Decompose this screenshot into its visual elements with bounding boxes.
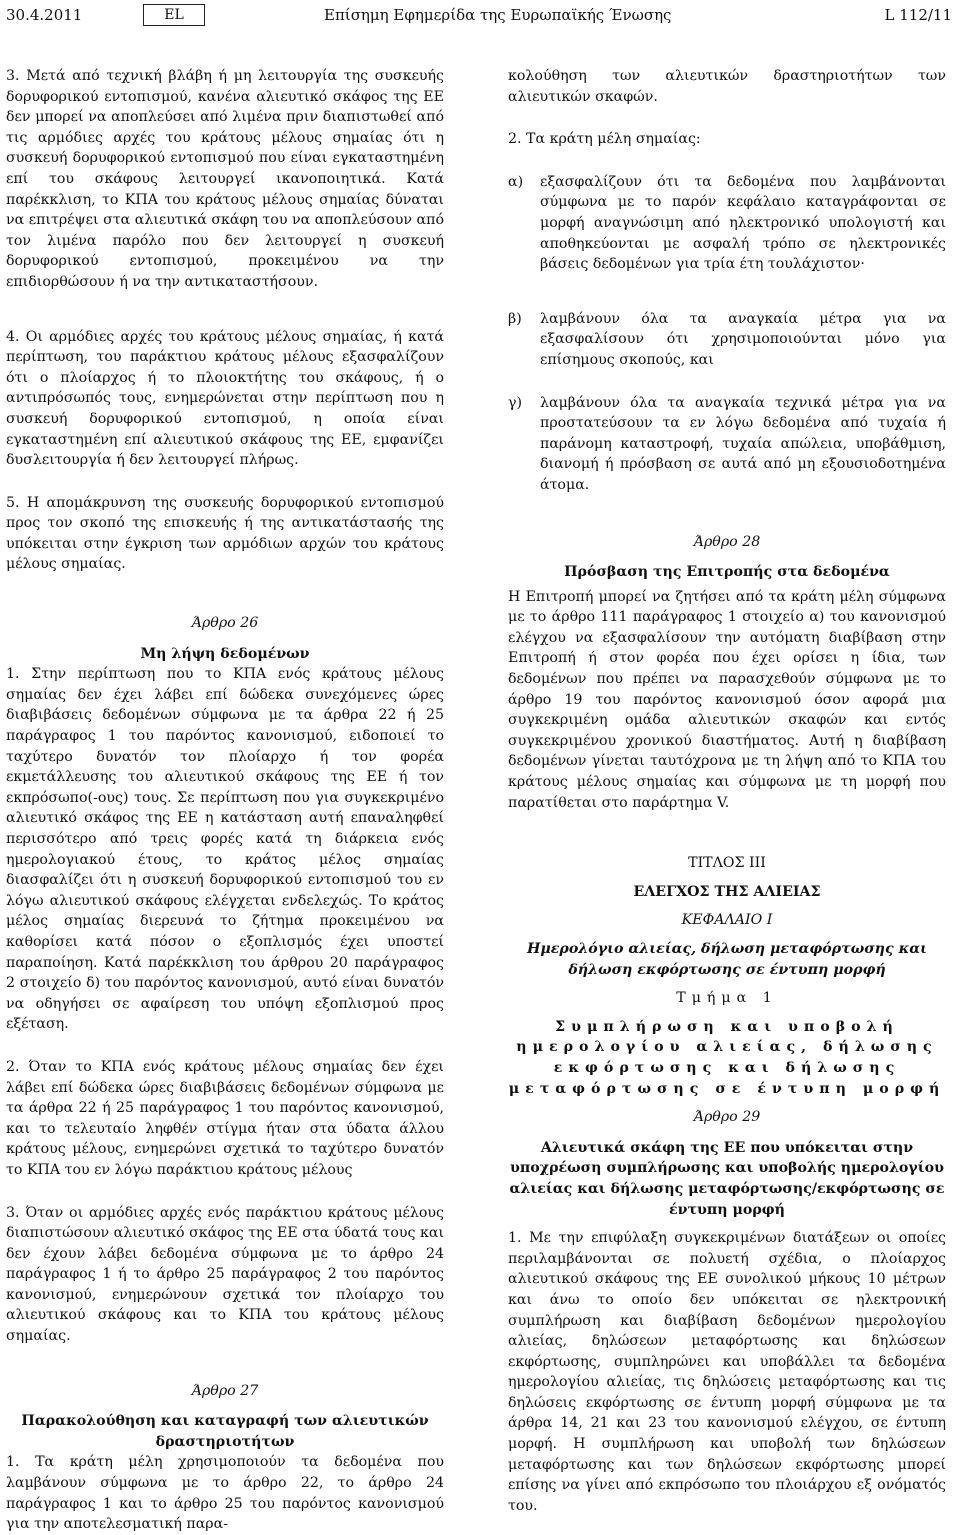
- item-a: [508, 172, 946, 275]
- language-code: EL: [143, 4, 205, 26]
- item-a-label: α): [508, 173, 524, 190]
- item-b-label: β): [508, 310, 522, 327]
- item-b-text: λαμβάνουν όλα τα αναγκαία μέτρα για να εξασφαλίσουν ότι χρησιμοποιούνται μόνο για επίσημους σκοπούς, και: [540, 310, 946, 368]
- item-a-text: εξασφαλίζουν ότι τα δεδομένα που λαμβάνονται σύμφωνα με το παρόν κεφάλαιο καταγράφονται σε μορφή αναγνώσιμη από ηλεκτρονικό υπολογιστή και αποθηκεύονται με ασφαλή τρόπο σε ηλεκτρονικές βάσεις δεδομένων για τρία έτη τουλάχιστον·: [540, 173, 946, 273]
- paragraph-5: 5. Η απομάκρυνση της συσκευής δορυφορικού εντοπισμού προς τον σκοπό της επισκευής ή της αντικατάστασής της υπόκειται στην έγκριση των αρμόδιων αρχών του κράτους μέλους σημαίας.: [6, 494, 444, 573]
- paragraph-2: 2. Τα κράτη μέλη σημαίας:: [508, 131, 701, 148]
- item-c: [508, 393, 946, 496]
- item-c-label: γ): [508, 394, 523, 411]
- article-26-number: Άρθρο 26: [191, 615, 259, 632]
- item-b: [508, 309, 946, 371]
- item-c-text: λαμβάνουν όλα τα αναγκαία τεχνικά μέτρα για να προστατεύσουν τα εν λόγω δεδομένα από τυχαία ή παράνομη καταστροφή, τυχαία απώλεια, υποβάθμιση, διανομή ή πρόσβαση σε αυτά από μη εξουσιοδοτημένα άτομα.: [540, 394, 946, 493]
- page-header: [6, 4, 952, 28]
- section-1-title: Συμπλήρωση και υποβολή ημερολογίου αλιείας, δήλωσης εκφόρτωσης και δήλωσης μεταφόρτωσης σε έντυπη μορφή: [508, 1018, 946, 1097]
- right-column: [508, 66, 946, 1516]
- chapter-i: ΚΕΦΑΛΑΙΟ I: [681, 912, 773, 929]
- article-27-number: Άρθρο 27: [191, 1382, 259, 1399]
- article-29-number: Άρθρο 29: [693, 1109, 761, 1126]
- article-27-paragraph-1: 1. Τα κράτη μέλη χρησιμοποιούν τα δεδομένα που λαμβάνουν σύμφωνα με το άρθρο 22, το άρθρο 24 παράγραφος 1 και το άρθρο 25 του παρόντος κανονισμού για την αποτελεσματική παρα-: [6, 1454, 444, 1533]
- journal-title: Επίσημη Εφημερίδα της Ευρωπαϊκής Ένωσης: [324, 6, 672, 24]
- left-column: [6, 66, 444, 1535]
- continuation-text: κολούθηση των αλιευτικών δραστηριοτήτων των αλιευτικών σκαφών.: [508, 68, 946, 105]
- section-1: Τμήμα 1: [676, 990, 778, 1007]
- article-28-title: Πρόσβαση της Επιτροπής στα δεδομένα: [564, 564, 890, 581]
- article-27-title: Παρακολούθηση και καταγραφή των αλιευτικών δραστηριοτήτων: [21, 1413, 429, 1450]
- paragraph-3: 3. Μετά από τεχνική βλάβη ή μη λειτουργία της συσκευής δορυφορικού εντοπισμού, κανένα αλιευτικό σκάφος της ΕΕ δεν μπορεί να αποπλεύσει από λιμένα πριν διαπιστωθεί από τις αρμόδιες αρχές του κράτους μέλους σημαίας ότι η συσκευή δορυφορικού εντοπισμού που είναι εγκαταστημένη επί του σκάφους λειτουργεί ικανοποιητικά. Κατά παρέκκλιση, το ΚΠΑ του κράτους μέλους σημαίας δύναται να επιτρέψει στα αλιευτικά σκάφη του να αποπλεύσουν από τον λιμένα παρόλο που δεν λειτουργεί η συσκευή δορυφορικού εντοπισμού, προκειμένου να την επιδιορθώσουν ή να την αντικαταστήσουν.: [6, 68, 444, 290]
- article-26-paragraph-3: 3. Όταν οι αρμόδιες αρχές ενός παράκτιου κράτους μέλους διαπιστώσουν αλιευτικό σκάφος της ΕΕ στα ύδατά τους και δεν έχουν λάβει δεδομένα σύμφωνα με το άρθρο 24 παράγραφος 1 ή το άρθρο 25 παράγραφος 2 του παρόντος κανονισμού, ενημερώνουν σχετικά τον πλοίαρχο του αλιευτικού σκάφους και το ΚΠΑ του κράτους μέλους σημαίας.: [6, 1204, 444, 1345]
- chapter-i-title: Ημερολόγιο αλιείας, δήλωση μεταφόρτωσης και δήλωση εκφόρτωσης σε έντυπη μορφή: [527, 941, 927, 978]
- page-number: L 112/11: [884, 6, 952, 24]
- article-28-paragraph: Η Επιτροπή μπορεί να ζητήσει από τα κράτη μέλη σύμφωνα με το άρθρο 111 παράγραφος 1 στοιχείο α) του κανονισμού ελέγχου να εξασφαλίσουν την αυτόματη διαβίβαση στην Επιτροπή ή στον φορέα που έχει ορίσει η ίδια, των δεδομένων που πρέπει να παρασχεθούν σύμφωνα με το άρθρο 19 του παρόντος κανονισμού όσον αφορά μια συγκεκριμένη ομάδα αλιευτικών σκαφών και εντός συγκεκριμένου χρονικού διαστήματος. Αυτή η διαβίβαση δεδομένων γίνεται ταυτόχρονα με τη λήψη από το ΚΠΑ του κράτους μέλους σημαίας και σύμφωνα με τη μορφή που παρατίθεται στο παράρτημα V.: [508, 588, 946, 811]
- publication-date: 30.4.2011: [6, 6, 83, 24]
- article-29-title: Αλιευτικά σκάφη της ΕΕ που υπόκειται στην υποχρέωση συμπλήρωσης και υποβολής ημερολογίου αλιείας και δήλωσης μεταφόρτωσης/εκφόρτωσης σε έντυπη μορφή: [509, 1139, 945, 1218]
- paragraph-4: 4. Οι αρμόδιες αρχές του κράτους μέλους σημαίας, ή κατά περίπτωση, του παράκτιου κράτους μέλους εξασφαλίζουν ότι ο πλοίαρχος ή το πλοιοκτήτης του σκάφους, ή ο αντιπρόσωπός τους, ενημερώνεται στην περίπτωση που η συσκευή δορυφορικού εντοπισμού, η οποία είναι εγκαταστημένη επί αλιευτικού σκάφους της ΕΕ, εμφανίζει δυσλειτουργία ή δεν λειτουργεί πλήρως.: [6, 328, 444, 469]
- article-26-paragraph-1: 1. Στην περίπτωση που το ΚΠΑ ενός κράτους μέλους σημαίας δεν έχει λάβει επί δώδεκα συνεχόμενες ώρες διαβιβάσεις δεδομένων σύμφωνα με τα άρθρα 22 ή 25 παράγραφος 1 του παρόντος κανονισμού, ειδοποιεί το ταχύτερο δυνατόν τον πλοίαρχο ή τον φορέα εκμετάλλευσης του αλιευτικού σκάφους της ΕΕ ή τον εκπρόσωπο(-ους) τους. Σε περίπτωση που για συγκεκριμένο αλιευτικό σκάφος της ΕΕ η κατάσταση αυτή επαναληφθεί περισσότερο από τρεις φορές κατά τη διάρκεια ενός ημερολογιακού έτους, το κράτος μέλος σημαίας διασφαλίζει ότι η συσκευή δορυφορικού εντοπισμού του εν λόγω αλιευτικού σκάφους ελέγχεται ενδελεχώς. Το κράτος μέλος σημαίας διερευνά το ζήτημα προκειμένου να καθορίσει κατά πόσον ο εξοπλισμός έχει υποστεί παραποίηση. Κατά παρέκκλιση του άρθρου 20 παράγραφος 2 στοιχείο δ) του παρόντος κανονισμού, αυτό είναι δυνατόν να οδηγήσει σε αφαίρεση του υπόψη εξοπλισμού προς εξέταση.: [6, 666, 444, 1033]
- article-29-paragraph-1: 1. Με την επιφύλαξη συγκεκριμένων διατάξεων οι οποίες περιλαμβάνονται σε πολυετή σχέδια, ο πλοίαρχος αλιευτικού σκάφους της ΕΕ συνολικού μήκους 10 μέτρων και άνω το οποίο δεν υπόκειται σε ηλεκτρονική συμπλήρωση και διαβίβαση δεδομένων ημερολογίου αλιείας, δηλώσεων μεταφόρτωσης και δηλώσεων εκφόρτωσης, συμπληρώνει και υποβάλλει τα δεδομένα ημερολογίου αλιείας, τις δηλώσεις μεταφόρτωσης και τις δηλώσεις εκφόρτωσης σε έντυπη μορφή σύμφωνα με τα άρθρα 14, 21 και 23 του κανονισμού ελέγχου, σε έντυπη μορφή. Η συμπλήρωση και υποβολή των δηλώσεων μεταφόρτωσης και των δηλώσεων εκφόρτωσης μπορεί επίσης να γίνει από εκπρόσωπο του πλοιάρχου εξ ονόματός του.: [508, 1230, 946, 1514]
- title-iii-name: ΕΛΕΓΧΟΣ ΤΗΣ ΑΛΙΕΙΑΣ: [633, 883, 821, 900]
- title-iii: ΤΙΤΛΟΣ III: [688, 855, 766, 872]
- article-28-number: Άρθρο 28: [693, 533, 761, 550]
- article-26-paragraph-2: 2. Όταν το ΚΠΑ ενός κράτους μέλους σημαίας δεν έχει λάβει επί δώδεκα ώρες διαβιβάσεις δεδομένων σύμφωνα με τα άρθρα 22 ή 25 παράγραφος 1 του παρόντος κανονισμού, και το τελευταίο ληφθέν στίγμα ήταν στα ύδατα άλλου κράτους μέλους, ενημερώνει σχετικά το ταχύτερο δυνατόν το ΚΠΑ του εν λόγω παράκτιου κράτους μέλους: [6, 1058, 444, 1178]
- article-26-title: Μη λήψη δεδομένων: [140, 645, 310, 662]
